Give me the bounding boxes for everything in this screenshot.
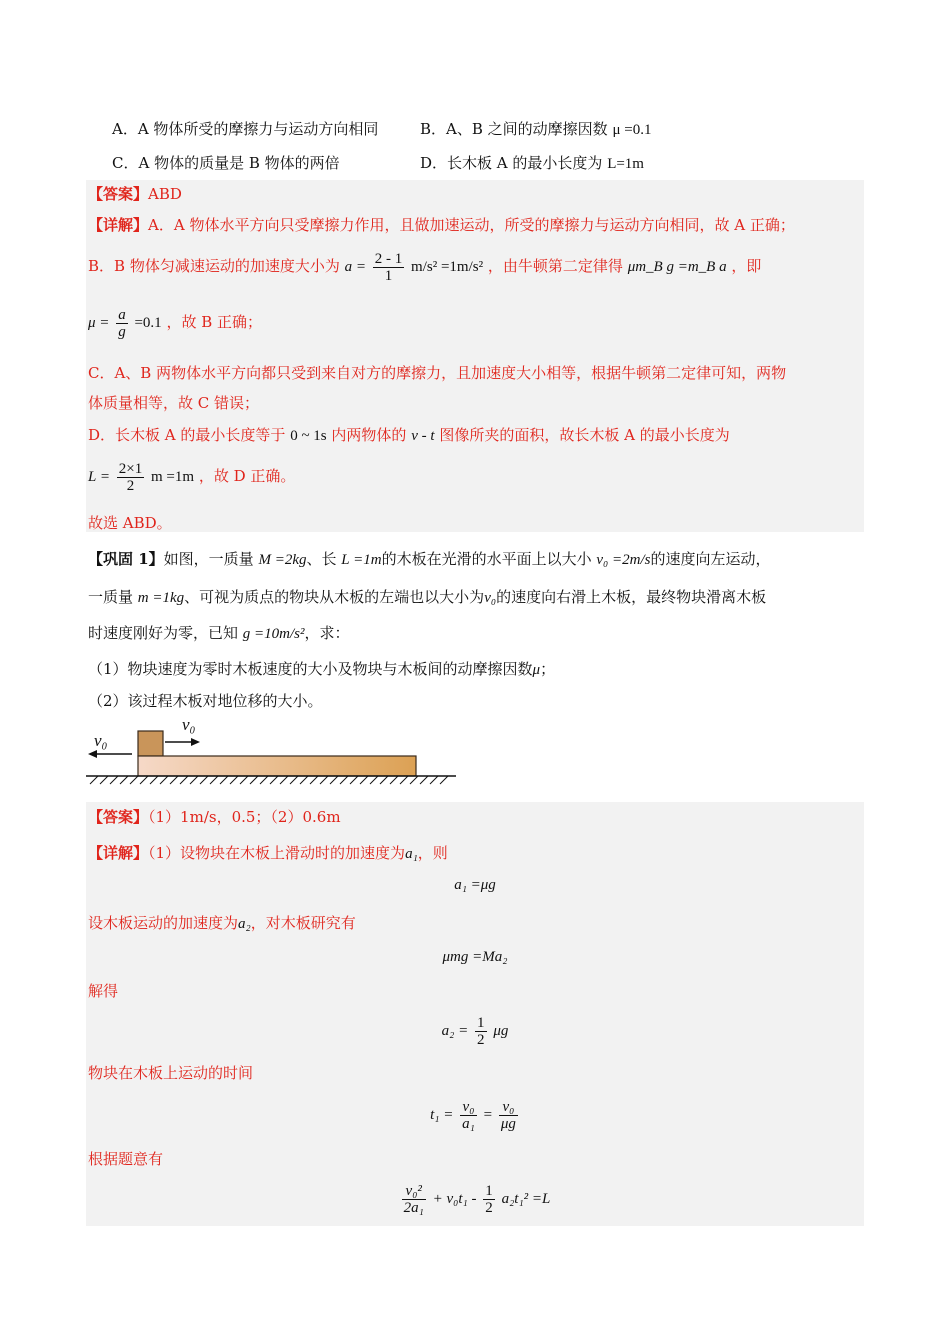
eq-b-num: 2 - 1 (374, 250, 403, 267)
detail-1-conclusion: 故选 ABD。 (88, 514, 172, 532)
eq-2: μmg =Ma₂ (442, 949, 508, 965)
detail-2-line-5: 根据题意有 (88, 1150, 164, 1168)
eq-b-fraction (373, 251, 405, 284)
eq4-num1: v₀ (460, 1099, 477, 1116)
d2-line2-end: ，对木板研究有 (250, 914, 356, 932)
line-b-mid: ，由牛顿第二定律得 (487, 257, 623, 275)
fig-right-arrow-head (191, 738, 200, 746)
eq5-num2: 1 (485, 1182, 493, 1199)
p3-b: ，求： (304, 624, 350, 642)
eq5-fraction-1 (402, 1183, 426, 1216)
detail-1-line-d (88, 424, 730, 447)
eq4-equals: = (483, 1107, 493, 1123)
line-b-end: ，即 (731, 257, 762, 275)
detail-2-line-2 (88, 912, 356, 935)
q1-mu: μ (532, 662, 541, 678)
eq-l-rhs: m =1m (150, 469, 195, 485)
eq-d-range: 0 ~ 1s (290, 428, 327, 444)
p2-a: 一质量 (88, 588, 134, 606)
eq4-num2: v₀ (499, 1099, 518, 1116)
eq-b-den: 1 (384, 267, 393, 284)
fig-left-arrow-head (88, 750, 97, 758)
detail-2-tag: 【详解】 (88, 844, 149, 862)
p1-c: 的木板在光滑的水平面上以大小 (381, 550, 592, 568)
eq5-mid: + v₀t₁ - (432, 1191, 477, 1207)
eq3-den: 2 (477, 1031, 485, 1048)
eq-mu-lhs: μ = (88, 315, 110, 331)
eq-5 (86, 1178, 864, 1219)
d2-line1-end: ，则 (417, 844, 448, 862)
problem-line-2 (88, 586, 766, 609)
eq4-den1: a₁ (462, 1115, 475, 1132)
q1-end: ； (540, 660, 556, 678)
eq-l-num: 2×1 (118, 460, 143, 477)
problem-line-3 (88, 622, 350, 645)
d2-line1-a1: a₁ (405, 846, 418, 862)
detail-1-line-mu (88, 300, 262, 345)
answer-2-tag: 【答案】 (88, 808, 149, 826)
d2-line1-text: （1）设物块在木板上滑动时的加速度为 (148, 844, 406, 862)
p2-b: 、可视为质点的物块从木板的左端也以大小为 (184, 588, 485, 606)
answer-2 (88, 806, 341, 828)
eq5-fraction-2 (483, 1183, 495, 1216)
detail-1-line-l (88, 456, 295, 497)
question-1 (88, 658, 555, 681)
eq-1: a₁ =μg (454, 877, 496, 893)
eq-b-lhs: a = (344, 259, 366, 275)
q1-text: （1）物块速度为零时木板速度的大小及物块与木板间的动摩擦因数 (88, 660, 533, 678)
detail-line-a: A．A 物体水平方向只受摩擦力作用，且做加速运动，所受的摩擦力与运动方向相同，故 A 正确； (148, 216, 795, 234)
answer-1 (88, 183, 182, 205)
option-a: A．A 物体所受的摩擦力与运动方向相同 (112, 120, 379, 138)
line-b2-end: ，故 B 正确； (166, 313, 263, 331)
eq-3 (86, 1010, 864, 1051)
option-d-text: D．长木板 A 的最小长度为 (420, 154, 603, 172)
eq5-den1: 2a₁ (403, 1199, 424, 1216)
p1-a: 如图，一质量 (163, 550, 254, 568)
option-d (420, 152, 644, 175)
eq-newton: μm_B g =m_B a (627, 259, 727, 275)
line-d-end: 图像所夹的面积，故长木板 A 的最小长度为 (439, 426, 730, 444)
question-2: （2）该过程木板对地位移的大小。 (88, 692, 323, 710)
eq4-fraction-2 (499, 1099, 518, 1132)
p2-c: 的速度向右滑上木板，最终物块滑离木板 (496, 588, 767, 606)
option-c: C．A 物体的质量是 B 物体的两倍 (112, 154, 340, 172)
option-b-text: B．A、B 之间的动摩擦因数 (420, 120, 608, 138)
fig-board (138, 756, 416, 776)
eq5-rhs: a₂t₁² =L (501, 1191, 551, 1207)
line-d-mid: 内两物体的 (331, 426, 407, 444)
eq4-fraction-1 (460, 1099, 477, 1132)
eq-mu-num: a (118, 306, 126, 323)
line-d-text: D．长木板 A 的最小长度等于 (88, 426, 286, 444)
problem-tag: 【巩固 1】 (88, 550, 164, 568)
eq-d-vt: v - t (411, 428, 435, 444)
option-b-math: μ =0.1 (612, 122, 652, 138)
eq5-den2: 2 (485, 1199, 493, 1216)
eq-l-fraction (117, 461, 144, 494)
detail-1-line-a (88, 214, 795, 236)
d2-line2-text: 设木板运动的加速度为 (88, 914, 239, 932)
option-b (420, 118, 651, 141)
detail-2-line-1 (88, 842, 448, 865)
eq-mu-fraction (116, 307, 128, 340)
d2-line2-a2: a₂ (238, 916, 251, 932)
problem-line-1 (88, 548, 770, 571)
detail-2-line-4: 物块在木板上运动的时间 (88, 1064, 254, 1082)
eq-4 (86, 1094, 864, 1135)
detail-1-line-c2: 体质量相等，故 C 错误； (88, 394, 260, 412)
answer-value: ABD (148, 185, 182, 203)
option-d-math: L=1m (607, 156, 644, 172)
p1-length: L =1m (341, 552, 382, 568)
fig-v0-right-label: v₀ (182, 715, 196, 734)
eq-b-rhs: m/s² =1m/s² (411, 259, 484, 275)
fig-ground-hatch (90, 776, 448, 784)
eq4-den2: μg (500, 1115, 516, 1132)
eq3-num: 1 (477, 1014, 485, 1031)
p2-v0: v₀ (484, 590, 497, 606)
answer-tag: 【答案】 (88, 185, 149, 203)
p1-mass: M =2kg (258, 552, 307, 568)
fig-block (138, 731, 163, 756)
detail-1-line-b (88, 246, 761, 287)
p1-d: 的速度向左运动， (650, 550, 771, 568)
eq-l-lhs: L = (88, 469, 110, 485)
line-d2-end: ，故 D 正确。 (198, 467, 296, 485)
detail-2-line-3: 解得 (88, 982, 119, 1000)
p2-mass: m =1kg (137, 590, 185, 606)
eq-l-den: 2 (126, 477, 135, 494)
board-block-figure (86, 712, 458, 790)
eq3-rhs: μg (493, 1023, 509, 1039)
eq-mu-den: g (118, 323, 126, 340)
p3-g: g =10m/s² (242, 626, 305, 642)
p1-velocity: v₀ =2m/s (596, 552, 651, 568)
p3-a: 时速度刚好为零，已知 (88, 624, 239, 642)
eq3-lhs: a₂ = (441, 1023, 469, 1039)
p1-b: 、长 (306, 550, 337, 568)
eq3-fraction (475, 1015, 487, 1048)
answer-2-value: （1）1m/s，0.5；（2）0.6m (148, 808, 341, 826)
eq4-lhs: t₁ = (430, 1107, 454, 1123)
eq5-num1: v₀² (402, 1183, 426, 1200)
detail-1-line-c1: C．A、B 两物体水平方向都只受到来自对方的摩擦力，且加速度大小相等，根据牛顿第二定律可知，两物 (88, 364, 787, 382)
eq-mu-rhs: =0.1 (134, 315, 162, 331)
fig-v0-left-label: v₀ (94, 731, 108, 750)
detail-tag: 【详解】 (88, 216, 149, 234)
line-b-text: B．B 物体匀减速运动的加速度大小为 (88, 257, 340, 275)
